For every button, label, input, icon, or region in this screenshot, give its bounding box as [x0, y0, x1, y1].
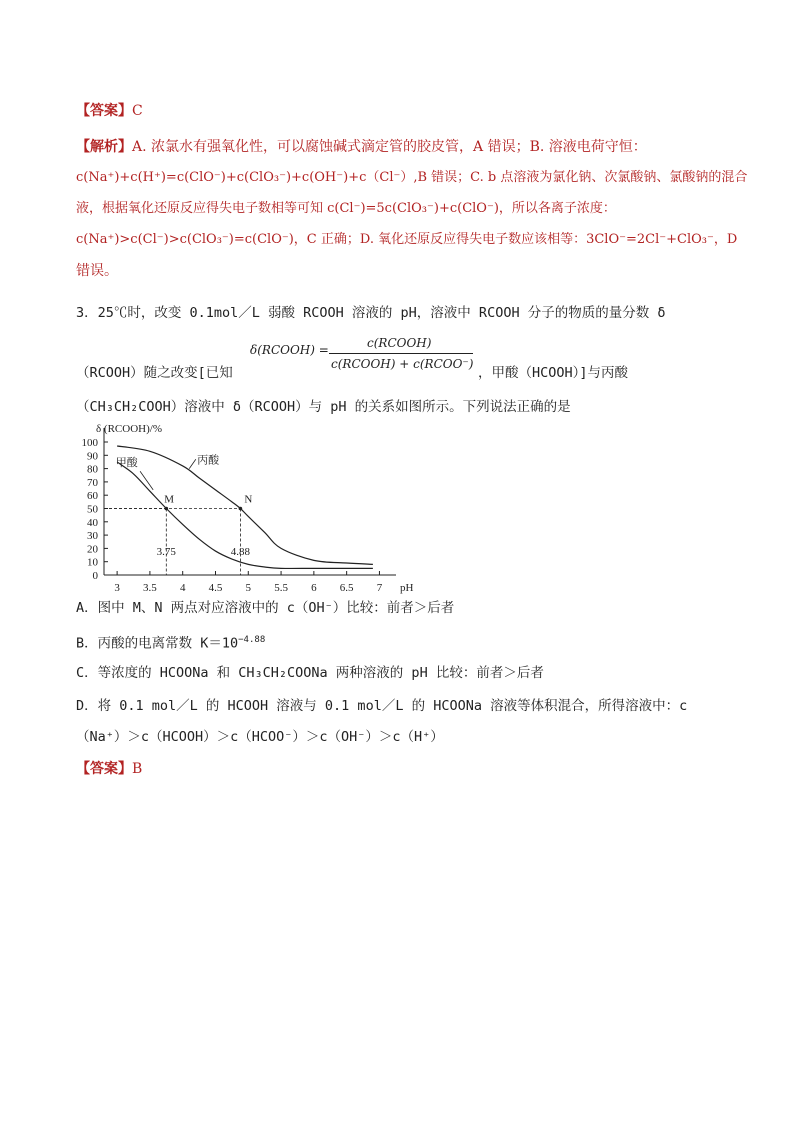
answer-label-2: 【答案】 — [76, 761, 132, 777]
x-tick-label: 4.5 — [208, 582, 223, 594]
x-tick-label: 3.5 — [143, 582, 157, 594]
question-line-2b: ，甲酸（HCOOH）]与丙酸 — [478, 365, 629, 381]
y-tick-label: 90 — [87, 450, 98, 463]
formula-numerator: c(RCOOH) — [367, 336, 432, 350]
analysis-line-2: c(Na⁺)+c(H⁺)=c(ClO⁻)+c(ClO₃⁻)+c(OH⁻)+c（Cl⁻）,B 错误；C. b 点溶液为氯化钠、次氯酸钠、氯酸钠的混合 — [76, 170, 748, 185]
question-line-3: （CH₃CH₂COOH）溶液中 δ（RCOOH）与 pH 的关系如图所示。下列说法正确的是 — [76, 399, 571, 415]
delta-ph-chart — [76, 418, 416, 596]
y-tick-label: 50 — [87, 503, 98, 516]
option-a: A．图中 M、N 两点对应溶液中的 c（OH⁻）比较：前者＞后者 — [76, 600, 455, 616]
formula-lhs: δ(RCOOH) = — [250, 343, 329, 357]
point-annotation-M: 3.75 — [156, 546, 176, 558]
option-d-line-1: D．将 0.1 mol／L 的 HCOOH 溶液与 0.1 mol／L 的 HCOONa 溶液等体积混合，所得溶液中：c — [76, 698, 688, 714]
x-tick-label: 7 — [376, 582, 383, 594]
option-c: C．等浓度的 HCOONa 和 CH₃CH₂COONa 两种溶液的 pH 比较：前者＞后者 — [76, 665, 544, 681]
y-tick-label: 30 — [87, 530, 98, 543]
analysis-line-5: 错误。 — [76, 263, 118, 279]
y-axis-label: δ (RCOOH)/% — [96, 423, 162, 435]
x-tick-label: 4 — [179, 582, 186, 594]
x-tick-label: 5.5 — [274, 582, 288, 594]
answer-line-1 — [76, 101, 143, 121]
y-tick-label: 60 — [87, 490, 98, 503]
y-tick-label: 10 — [87, 556, 98, 569]
analysis-text-1: A. 浓氯水有强氧化性，可以腐蚀碱式滴定管的胶皮管，A 错误；B. 溶液电荷守恒： — [132, 139, 647, 155]
answer-label: 【答案】 — [76, 103, 132, 119]
answer-value-2: B — [132, 761, 143, 777]
fraction-bar — [329, 353, 473, 354]
y-tick-label: 0 — [92, 570, 98, 582]
point-label-N: N — [244, 493, 253, 506]
point-label-M: M — [164, 493, 175, 506]
analysis-line-3: 液，根据氧化还原反应得失电子数相等可知 c(Cl⁻)=5c(ClO₃⁻)+c(ClO⁻)，所以各离子浓度： — [76, 201, 616, 216]
propionic-leader — [189, 459, 196, 468]
x-tick-label: 6.5 — [339, 582, 354, 594]
x-tick-label: 3 — [114, 582, 120, 594]
question-line-1: 3．25℃时，改变 0.1mol／L 弱酸 RCOOH 溶液的 pH，溶液中 RCOOH 分子的物质的量分数 δ — [76, 305, 666, 321]
analysis-label: 【解析】 — [76, 139, 132, 155]
answer-value: C — [132, 103, 143, 119]
formula-denominator: c(RCOOH) + c(RCOO⁻) — [331, 357, 474, 371]
option-b-text: B．丙酸的电离常数 K＝10 — [76, 635, 239, 652]
y-tick-label: 20 — [87, 543, 98, 556]
analysis-line-1 — [76, 137, 647, 157]
point-N — [239, 507, 243, 511]
x-axis-label: pH — [400, 582, 414, 594]
x-tick-label: 6 — [311, 582, 317, 594]
option-b-exponent: −4.88 — [238, 635, 266, 645]
series-label-formic: 甲酸 — [115, 456, 138, 469]
y-tick-label: 40 — [87, 516, 98, 529]
option-b — [76, 630, 265, 654]
y-tick-label: 100 — [81, 437, 98, 449]
x-tick-label: 5 — [245, 582, 252, 594]
question-line-2a: （RCOOH）随之改变[已知 — [76, 365, 233, 381]
answer-line-2 — [76, 759, 142, 779]
option-d-line-2: （Na⁺）＞c（HCOOH）＞c（HCOO⁻）＞c（OH⁻）＞c（H⁺） — [76, 729, 444, 745]
y-tick-label: 80 — [87, 463, 98, 476]
analysis-line-4: c(Na⁺)>c(Cl⁻)>c(ClO₃⁻)=c(ClO⁻)，C 正确；D. 氧化还原反应得失电子数应该相等：3ClO⁻=2Cl⁻+ClO₃⁻，D — [76, 232, 738, 247]
series-label-propionic: 丙酸 — [197, 454, 220, 467]
point-annotation-N: 4.88 — [230, 546, 251, 558]
y-tick-label: 70 — [87, 476, 98, 489]
